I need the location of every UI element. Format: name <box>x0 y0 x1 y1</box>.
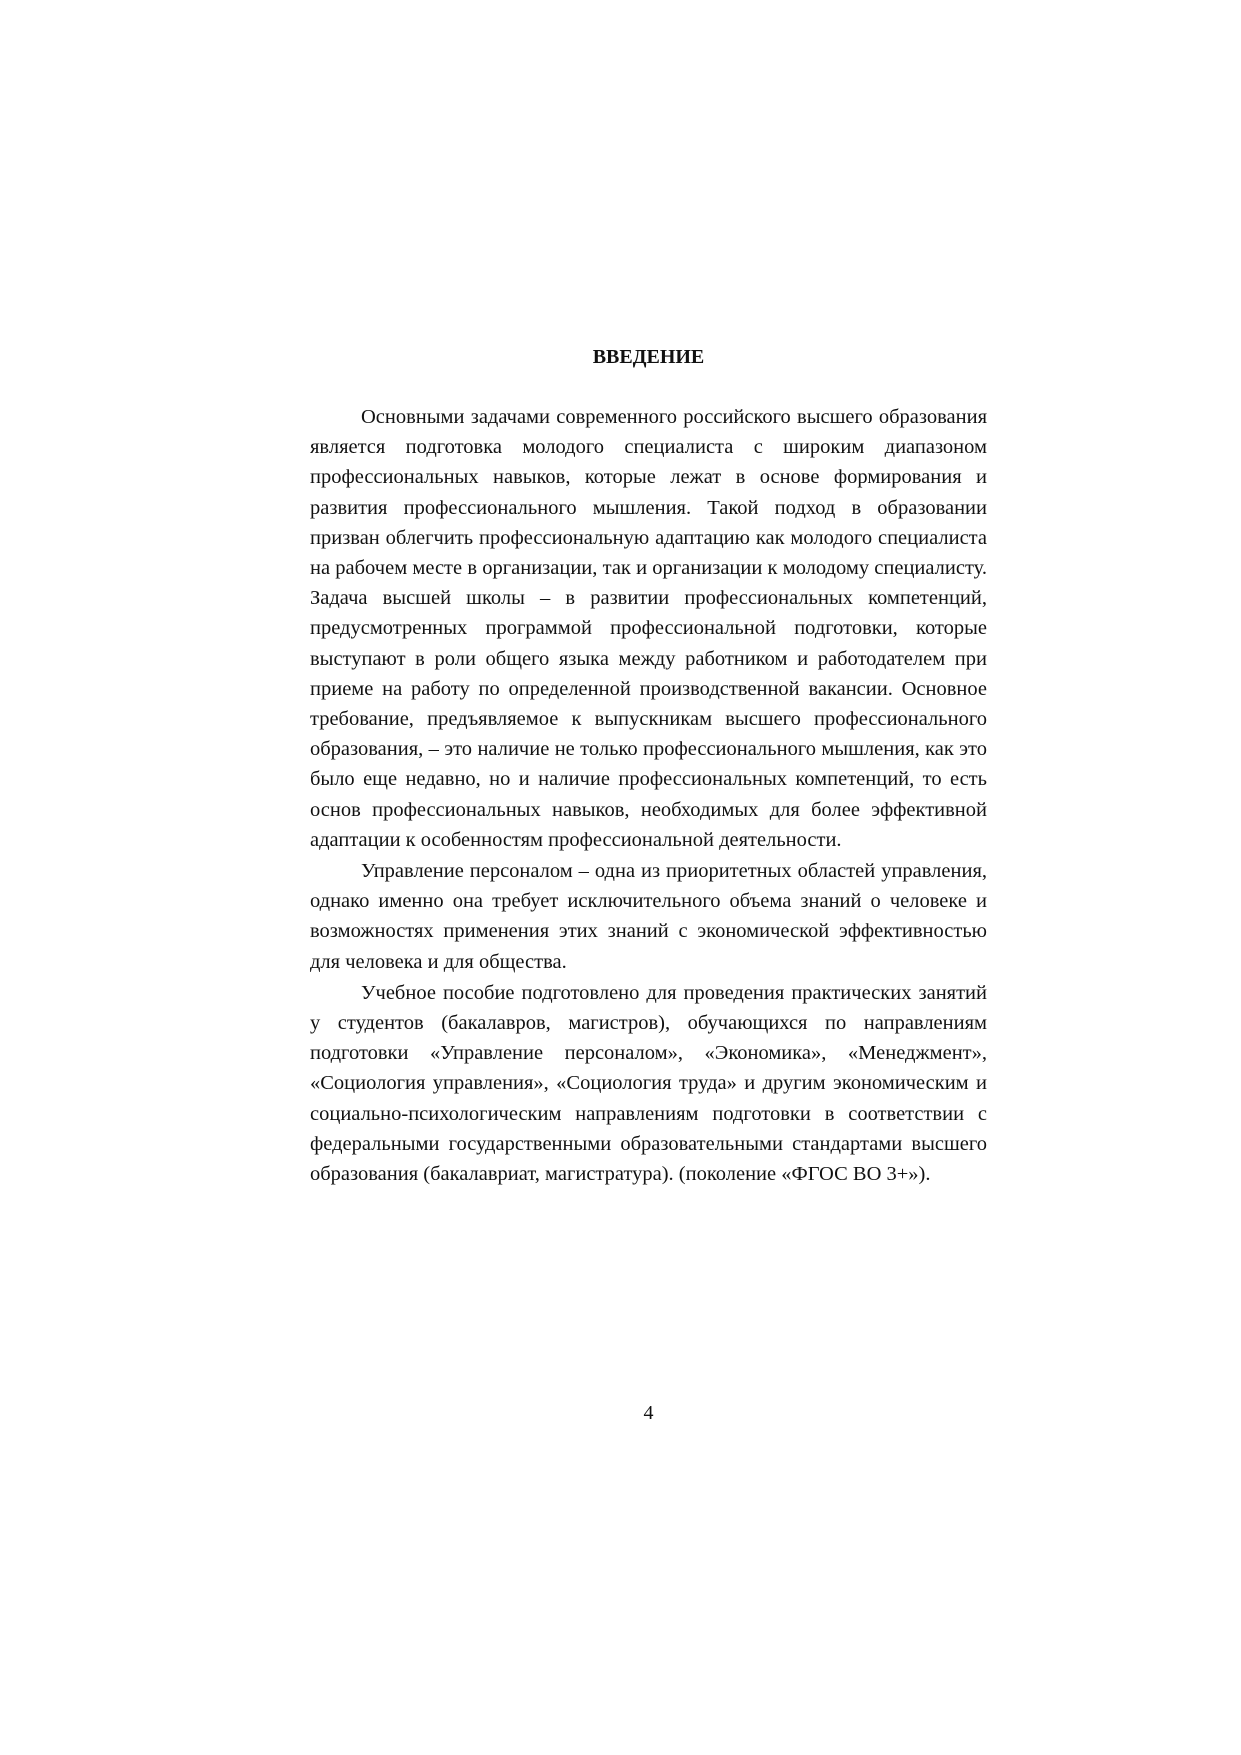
paragraph-1: Основными задачами современного российского высшего образования является подготовка молодого специалиста с широким диапазоном профессиональных навыков, которые лежат в основе формирования и развития профессионального мышления. Такой подход в образовании призван облегчить профессиональную адаптацию как молодого специалиста на рабочем месте в организации, так и организации к молодому специалисту. Задача высшей школы – в развитии профессиональных компетенций, предусмотренных программой профессиональной подготовки, которые выступают в роли общего языка между работником и работодателем при приеме на работу по определенной производственной вакансии. Основное требование, предъявляемое к выпускникам высшего профессионального образования, – это наличие не только профессионального мышления, как это было еще недавно, но и наличие профессиональных компетенций, то есть основ профессиональных навыков, необходимых для более эффективной адаптации к особенностям профессиональной деятельности. <box>310 406 987 851</box>
page-number: 4 <box>643 1402 654 1424</box>
body-text <box>310 402 987 1189</box>
paragraph-2: Управление персоналом – одна из приоритетных областей управления, однако именно она требует исключительного объема знаний о человеке и возможностях применения этих знаний с экономической эффективностью для человека и для общества. <box>310 860 987 973</box>
page-title: ВВЕДЕНИЕ <box>592 346 705 368</box>
paragraph-3: Учебное пособие подготовлено для проведения практических занятий у студентов (бакалавров, магистров), обучающихся по направлениям подготовки «Управление персоналом», «Экономика», «Менеджмент», «Социология управления», «Социология труда» и другим экономическим и социально-психологическим направлениям подготовки в соответствии с федеральными государственными образовательными стандартами высшего образования (бакалавриат, магистратура). (поколение «ФГОС ВО 3+»). <box>310 981 987 1186</box>
